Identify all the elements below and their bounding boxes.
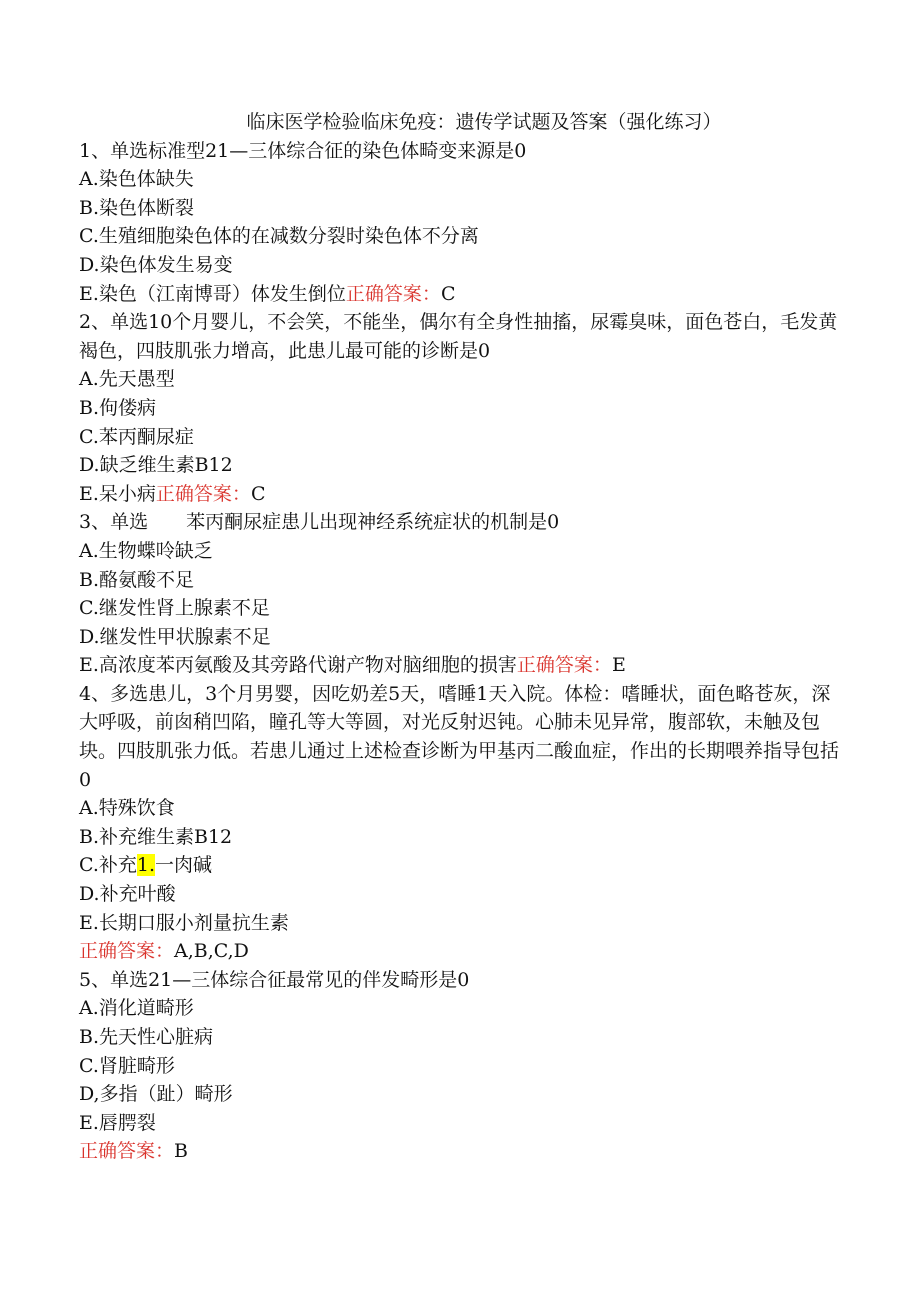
question-4-stem: 4、多选患儿，3个月男婴，因吃奶差5天，嗜睡1天入院。体检：嗜睡状，面色略苍灰，深大呼吸，前囱稍凹陷，瞳孔等大等圆，对光反射迟钝。心肺未见异常，腹部软，未触及包块。四肢肌张力低。若患儿通过上述检查诊断为甲基丙二酸血症，作出的长期喂养指导包括0 <box>79 682 840 791</box>
question-3-option-b: B.酪氨酸不足 <box>79 568 195 591</box>
question-1-option-e-row <box>79 280 844 309</box>
question-4-option-c-highlight: 1. <box>136 854 156 877</box>
question-2-option-c: C.苯丙酮尿症 <box>79 425 194 448</box>
question-5-option-d: D,多指（趾）畸形 <box>79 1083 233 1106</box>
question-4-answer-label: 正确答案： <box>79 940 175 963</box>
question-5-answer: B <box>174 1140 188 1163</box>
question-5-answer-row <box>79 1137 844 1166</box>
question-3-answer: E <box>611 654 626 677</box>
question-2-option-a: A.先天愚型 <box>79 368 175 391</box>
question-4-option-c-suffix: 一肉碱 <box>155 854 213 877</box>
question-2-option-d: D.缺乏维生素B12 <box>79 454 233 477</box>
question-1-option-a: A.染色体缺失 <box>79 168 194 191</box>
question-5-option-e: E.唇腭裂 <box>79 1111 156 1134</box>
question-1-option-b: B.染色体断裂 <box>79 196 195 219</box>
question-2-answer: C <box>250 482 266 505</box>
question-3-option-a: A.生物蝶呤缺乏 <box>79 539 213 562</box>
question-1-option-c: C.生殖细胞染色体的在减数分裂时染色体不分离 <box>79 225 479 248</box>
document-page <box>79 108 844 1166</box>
question-3-stem-prefix: 3、单选 <box>79 511 149 534</box>
question-3-answer-label: 正确答案： <box>516 654 612 677</box>
question-3-option-e: E.高浓度苯丙氨酸及其旁路代谢产物对脑细胞的损害 <box>79 654 517 677</box>
question-5-stem: 5、单选21—三体综合征最常见的伴发畸形是0 <box>79 968 470 991</box>
document-title: 临床医学检验临床免疫：遗传学试题及答案（强化练习） <box>246 111 722 133</box>
question-4-option-c-prefix: C.补充 <box>79 854 137 877</box>
question-5-answer-label: 正确答案： <box>79 1140 175 1163</box>
question-5-option-a: A.消化道畸形 <box>79 997 194 1020</box>
question-3-stem-row <box>79 508 844 537</box>
question-5-option-b: B.先天性心脏病 <box>79 1026 214 1048</box>
question-3-option-d: D.继发性甲状腺素不足 <box>79 625 271 648</box>
question-1-stem: 1、单选标准型21—三体综合征的染色体畸变来源是0 <box>79 139 527 162</box>
question-2-option-b: B.佝偻病 <box>79 396 157 419</box>
question-1-option-d: D.染色体发生易变 <box>79 253 233 276</box>
question-1-answer: C <box>440 282 456 305</box>
question-5-option-c: C.肾脏畸形 <box>79 1054 175 1077</box>
question-4-option-c-row <box>79 851 844 880</box>
question-2-answer-label: 正确答案： <box>155 482 251 505</box>
question-3-option-c: C.继发性肾上腺素不足 <box>79 597 270 620</box>
question-4-answer: A,B,C,D <box>174 940 249 963</box>
question-1-option-e: E.染色（江南博哥）体发生倒位 <box>79 282 346 305</box>
question-4-option-d: D.补充叶酸 <box>79 883 176 906</box>
question-4-option-b: B.补充维生素B12 <box>79 825 233 848</box>
question-2-option-e: E.呆小病 <box>79 482 156 505</box>
question-1-answer-label: 正确答案： <box>345 282 441 305</box>
question-2-stem: 2、单选10个月婴儿，不会笑，不能坐，偶尔有全身性抽搐，尿霉臭味，面色苍白，毛发黄褐色，四肢肌张力增高，此患儿最可能的诊断是0 <box>79 311 838 362</box>
question-4-answer-row <box>79 937 844 966</box>
question-2-option-e-row <box>79 480 844 509</box>
question-4-option-a: A.特殊饮食 <box>79 797 175 820</box>
question-3-option-e-row <box>79 651 844 680</box>
question-3-stem: 苯丙酮尿症患儿出现神经系统症状的机制是0 <box>186 511 560 534</box>
question-4-option-e: E.长期口服小剂量抗生素 <box>79 911 289 934</box>
